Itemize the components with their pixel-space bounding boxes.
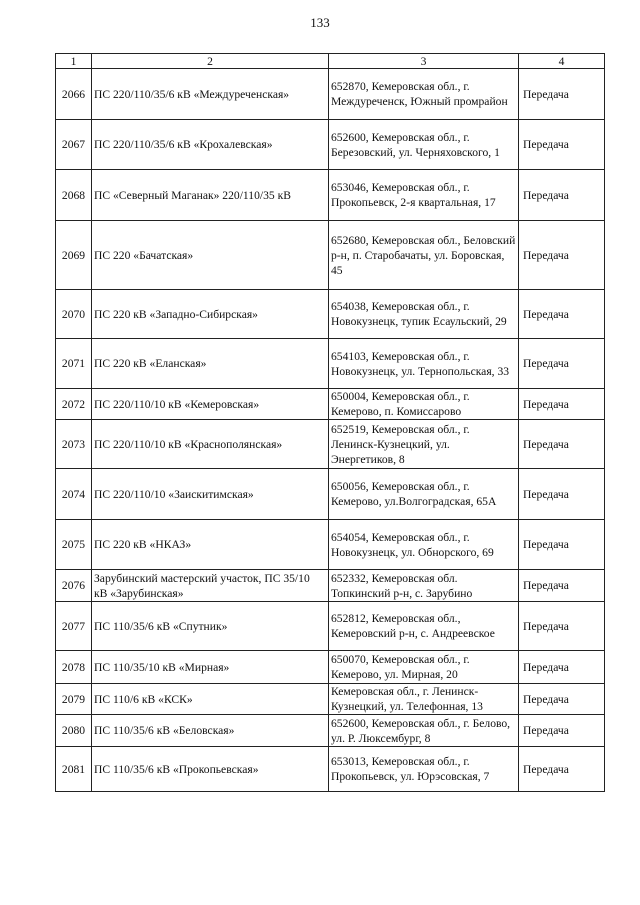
row-number: 2069	[56, 221, 92, 290]
column-header: 1	[56, 54, 92, 69]
activity-type: Передача	[519, 747, 605, 792]
substation-address: 650056, Кемеровская обл., г. Кемерово, ул.Волгоградская, 65А	[329, 469, 519, 520]
activity-type: Передача	[519, 684, 605, 715]
activity-type: Передача	[519, 290, 605, 339]
substation-address: 652332, Кемеровская обл. Топкинский р-н, с. Зарубино	[329, 570, 519, 602]
table-row	[56, 290, 605, 339]
activity-type: Передача	[519, 715, 605, 747]
activity-type: Передача	[519, 420, 605, 469]
table-row	[56, 602, 605, 651]
table-row	[56, 120, 605, 170]
table-row	[56, 684, 605, 715]
row-number: 2074	[56, 469, 92, 520]
activity-type: Передача	[519, 570, 605, 602]
substation-address: 652600, Кемеровская обл., г. Березовский, ул. Черняховского, 1	[329, 120, 519, 170]
substation-address: 652519, Кемеровская обл., г. Ленинск-Кузнецкий, ул. Энергетиков, 8	[329, 420, 519, 469]
substation-address: 652812, Кемеровская обл., Кемеровский р-н, с. Андреевское	[329, 602, 519, 651]
activity-type: Передача	[519, 520, 605, 570]
activity-type: Передача	[519, 651, 605, 684]
row-number: 2077	[56, 602, 92, 651]
substation-address: 653013, Кемеровская обл., г. Прокопьевск, ул. Юрэсовская, 7	[329, 747, 519, 792]
substation-address: 654103, Кемеровская обл., г. Новокузнецк, ул. Тернопольская, 33	[329, 339, 519, 389]
table-row	[56, 747, 605, 792]
row-number: 2078	[56, 651, 92, 684]
substation-name: ПС 220/110/10 кВ «Кемеровская»	[92, 389, 329, 420]
activity-type: Передача	[519, 69, 605, 120]
table-row	[56, 420, 605, 469]
row-number: 2071	[56, 339, 92, 389]
column-header: 3	[329, 54, 519, 69]
activity-type: Передача	[519, 120, 605, 170]
activity-type: Передача	[519, 389, 605, 420]
table-row	[56, 339, 605, 389]
row-number: 2079	[56, 684, 92, 715]
substation-name: ПС 220/110/10 кВ «Краснополянская»	[92, 420, 329, 469]
table-row	[56, 520, 605, 570]
row-number: 2081	[56, 747, 92, 792]
substation-name: ПС 220/110/10 «Заискитимская»	[92, 469, 329, 520]
substation-address: 652680, Кемеровская обл., Беловский р-н, п. Старобачаты, ул. Боровская, 45	[329, 221, 519, 290]
table-row	[56, 651, 605, 684]
column-header: 4	[519, 54, 605, 69]
substation-address: 654038, Кемеровская обл., г. Новокузнецк, тупик Есаульский, 29	[329, 290, 519, 339]
substation-name: ПС 220 кВ «Еланская»	[92, 339, 329, 389]
activity-type: Передача	[519, 469, 605, 520]
table-row	[56, 715, 605, 747]
substation-address: 650070, Кемеровская обл., г. Кемерово, ул. Мирная, 20	[329, 651, 519, 684]
substation-name: ПС 220/110/35/6 кВ «Крохалевская»	[92, 120, 329, 170]
row-number: 2066	[56, 69, 92, 120]
substation-name: ПС 110/35/6 кВ «Спутник»	[92, 602, 329, 651]
substation-name: ПС 220 кВ «Западно-Сибирская»	[92, 290, 329, 339]
substation-address: 652600, Кемеровская обл., г. Белово, ул. Р. Люксембург, 8	[329, 715, 519, 747]
row-number: 2073	[56, 420, 92, 469]
row-number: 2067	[56, 120, 92, 170]
substation-name: ПС 110/35/6 кВ «Беловская»	[92, 715, 329, 747]
activity-type: Передача	[519, 170, 605, 221]
row-number: 2070	[56, 290, 92, 339]
table-row	[56, 69, 605, 120]
row-number: 2076	[56, 570, 92, 602]
table-row	[56, 570, 605, 602]
column-header: 2	[92, 54, 329, 69]
substation-name: ПС 110/35/6 кВ «Прокопьевская»	[92, 747, 329, 792]
substation-address: 653046, Кемеровская обл., г. Прокопьевск, 2-я квартальная, 17	[329, 170, 519, 221]
page-number: 133	[310, 15, 330, 30]
substation-name: ПС 220 кВ «НКАЗ»	[92, 520, 329, 570]
activity-type: Передача	[519, 339, 605, 389]
table-row	[56, 469, 605, 520]
substation-name: ПС 220/110/35/6 кВ «Междуреченская»	[92, 69, 329, 120]
substation-name: ПС 110/35/10 кВ «Мирная»	[92, 651, 329, 684]
substation-address: Кемеровская обл., г. Ленинск-Кузнецкий, ул. Телефонная, 13	[329, 684, 519, 715]
table-row	[56, 221, 605, 290]
substation-name: ПС 220 «Бачатская»	[92, 221, 329, 290]
activity-type: Передача	[519, 602, 605, 651]
table-row	[56, 170, 605, 221]
activity-type: Передача	[519, 221, 605, 290]
substation-address: 652870, Кемеровская обл., г. Междуреченск, Южный промрайон	[329, 69, 519, 120]
row-number: 2068	[56, 170, 92, 221]
row-number: 2080	[56, 715, 92, 747]
substation-name: Зарубинский мастерский участок, ПС 35/10 кВ «Зарубинская»	[92, 570, 329, 602]
substation-name: ПС «Северный Маганак» 220/110/35 кВ	[92, 170, 329, 221]
table-row	[56, 389, 605, 420]
row-number: 2072	[56, 389, 92, 420]
substation-name: ПС 110/6 кВ «КСК»	[92, 684, 329, 715]
row-number: 2075	[56, 520, 92, 570]
substation-address: 654054, Кемеровская обл., г. Новокузнецк, ул. Обнорского, 69	[329, 520, 519, 570]
substations-table	[55, 53, 605, 792]
substation-address: 650004, Кемеровская обл., г. Кемерово, п. Комиссарово	[329, 389, 519, 420]
table-header-row	[56, 54, 605, 69]
